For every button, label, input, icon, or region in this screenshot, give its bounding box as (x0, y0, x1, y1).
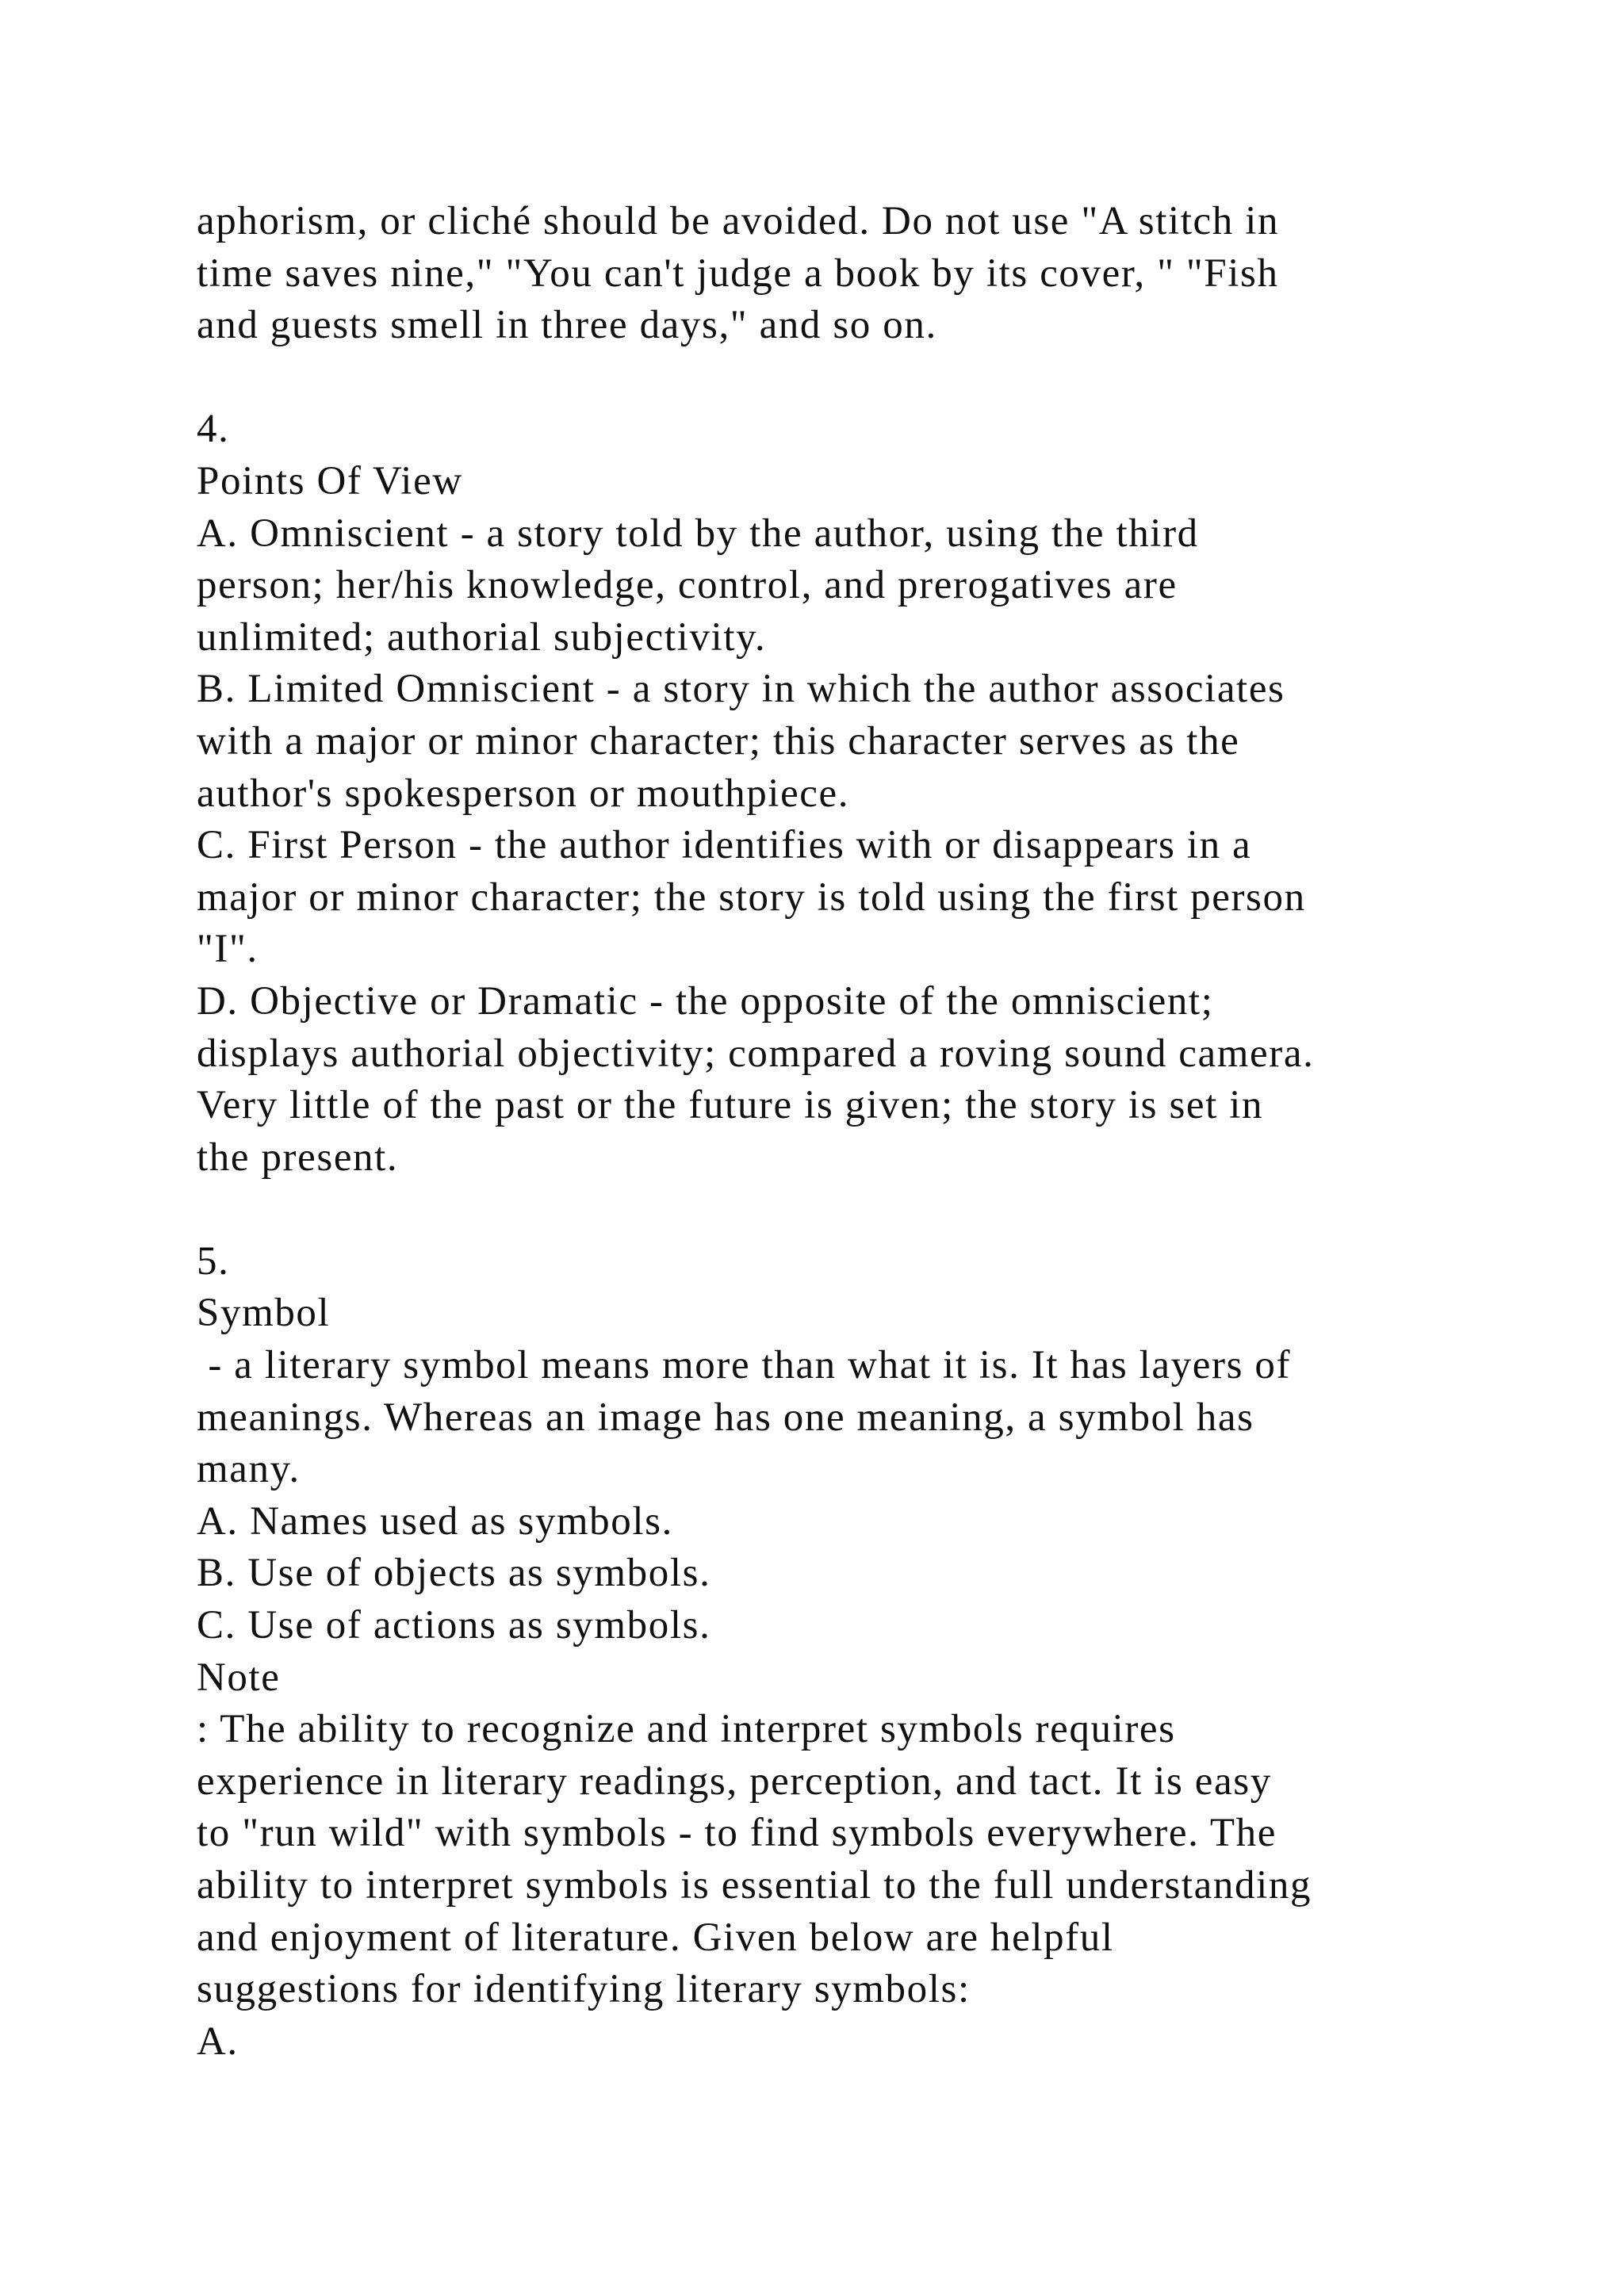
note-label: Note (197, 1655, 281, 1700)
text-line: A. Names used as symbols. (197, 1498, 673, 1544)
text-line: displays authorial objectivity; compared a roving sound camera. (197, 1031, 1315, 1076)
text-line: C. Use of actions as symbols. (197, 1603, 711, 1648)
text-line: C. First Person - the author identifies with or disappears in a (197, 823, 1252, 868)
text-line: many. (197, 1447, 301, 1492)
text-line: : The ability to recognize and interpret symbols requires (197, 1707, 1176, 1752)
section-heading: Points Of View (197, 458, 463, 503)
text-line: suggestions for identifying literary symbols: (197, 1967, 971, 2012)
text-line: Very little of the past or the future is given; the story is set in (197, 1083, 1264, 1128)
section-number: 4. (197, 407, 230, 452)
text-line: - a literary symbol means more than what it is. It has layers of (197, 1343, 1292, 1388)
text-line: person; her/his knowledge, control, and prerogatives are (197, 563, 1178, 608)
text-line: unlimited; authorial subjectivity. (197, 614, 767, 660)
text-line: D. Objective or Dramatic - the opposite of the omniscient; (197, 978, 1214, 1024)
text-line: ability to interpret symbols is essential to the full understanding (197, 1863, 1312, 1908)
paragraph-gap (197, 1184, 1497, 1236)
text-line: meanings. Whereas an image has one meaning, a symbol has (197, 1395, 1254, 1440)
text-line: aphorism, or cliché should be avoided. Do not use "A stitch in (197, 199, 1280, 243)
text-line: time saves nine," "You can't judge a book by its cover, " "Fish (197, 251, 1279, 296)
text-line: B. Use of objects as symbols. (197, 1551, 711, 1596)
text-line: major or minor character; the story is told using the first person (197, 874, 1306, 920)
text-line: A. (197, 2019, 239, 2064)
section-heading: Symbol (197, 1291, 331, 1336)
text-line: A. Omniscient - a story told by the author, using the third (197, 511, 1199, 556)
text-line: B. Limited Omniscient - a story in which the author associates (197, 667, 1285, 712)
text-line: author's spokesperson or mouthpiece. (197, 771, 850, 816)
text-line: and guests smell in three days," and so on. (197, 303, 937, 348)
text-line: experience in literary readings, perception, and tact. It is easy (197, 1758, 1272, 1804)
section-number: 5. (197, 1238, 230, 1284)
text-line: the present. (197, 1135, 399, 1180)
text-line: "I". (197, 927, 259, 972)
text-line: to "run wild" with symbols - to find symbols everywhere. The (197, 1811, 1277, 1856)
text-line: and enjoyment of literature. Given below are helpful (197, 1915, 1114, 1960)
paragraph-gap (197, 352, 1497, 404)
text-line: with a major or minor character; this character serves as the (197, 718, 1240, 763)
document-body (197, 196, 1497, 2068)
